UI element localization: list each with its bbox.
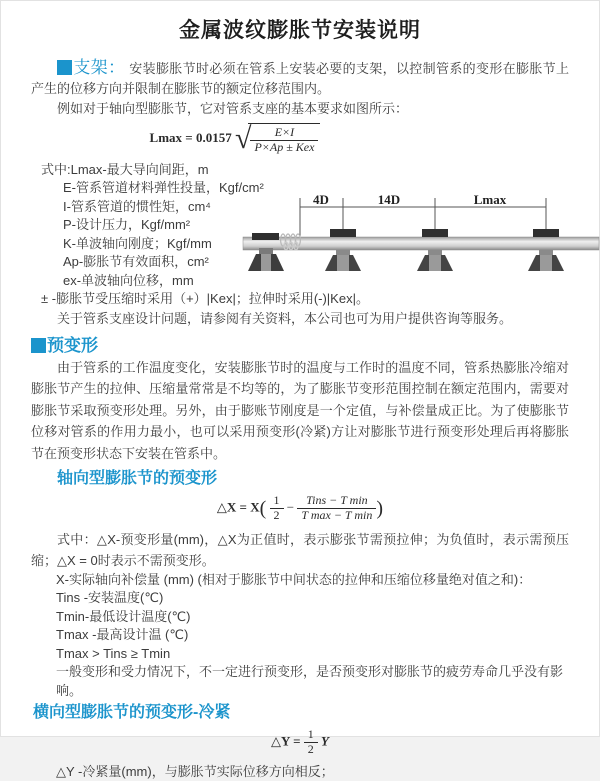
support-intro-text: 安装膨胀节时必须在管系上安装必要的支架，以控制管系的变形在膨胀节上产生的位移方向并限制在膨胀节的额定位移范围内。: [31, 61, 569, 96]
symbol-row: P-设计压力，Kgf/mm²: [63, 217, 191, 233]
open-paren: (: [259, 497, 267, 520]
minus-operator: −: [286, 499, 295, 515]
axial-explain-paragraph: 式中：△X-预变形量(mm)，△X为正值时，表示膨张节需预拉伸；为负值时，表示需预压缩；△X = 0时表示不需预变形。: [31, 531, 569, 568]
dim-label-lmax: Lmax: [473, 192, 507, 207]
definition-row: Tmin-最低设计温度(℃): [56, 608, 191, 624]
axial-definitions-list: [31, 571, 569, 701]
symbol-row: ex-单波轴向位移，mm: [63, 272, 194, 288]
definition-row: Tmax -最高设计温 (℃): [56, 627, 189, 643]
definition-row: Tins -安装温度(℃): [56, 590, 164, 606]
half-fraction: $\frac{1}{2}$: [270, 494, 284, 523]
support-section-heading: [57, 58, 125, 77]
formula-lmax-denominator: P×Ap ± Kex: [254, 139, 315, 154]
definition-row: 一般变形和受力情况下，不一定进行预变形，是否预变形对膨胀节的疲劳寿命几乎没有影响。: [56, 664, 564, 698]
page-title: 金属波纹膨胀节安装说明: [179, 19, 421, 42]
symbol-row: E-管系管道材料弹性投量，Kgf/cm²: [63, 180, 264, 196]
definition-row: X-实际轴向补偿量 (mm) (相对于膨胀节中间状态的拉伸和压缩位移量绝对值之和)：: [56, 571, 532, 587]
formula-dy-rhs: Y: [321, 733, 329, 749]
predeform-section-heading: [31, 335, 569, 357]
formula-dy-lhs: △Y =: [270, 733, 301, 749]
support-closing-note: 关于管系支座设计问题，请参阅有关资料，本公司也可为用户提供咨询等服务。: [57, 310, 513, 326]
blue-square-icon: [31, 338, 46, 353]
predeform-heading-label: 预变形: [47, 335, 98, 355]
support-intro-paragraph: [31, 58, 569, 99]
sqrt-radical: [235, 123, 320, 155]
axial-predeform-heading: 轴向型膨胀节的预变形: [57, 470, 218, 488]
formula-lmax-lhs: Lmax = 0.0157: [149, 129, 232, 145]
symbol-row: 式中:Lmax-最大导向间距，m: [41, 161, 209, 177]
formula-dx-lhs: △X = X: [216, 499, 260, 515]
predeform-paragraph: 由于管系的工作温度变化，安装膨胀节时的温度与工作时的温度不同，管系热膨胀冷缩对膨胀节产生的拉伸、压缩量常常是不均等的，为了膨胀节变形范围控制在额定范围内，需要对膨胀节采取预变形处理。另外，由于膨账节刚度是一个定值，与补偿量成正比。为了使膨胀节位移对管系的作用力最小，也可以采用预变形(冷紧)方让对膨胀节进行预变形处理后再将膨胀节在预变形状态下安装在管系中。: [31, 359, 569, 461]
half-fraction: $\frac{1}{2}$: [304, 728, 318, 757]
symbol-row: I-管系管道的惯性矩，cm⁴: [63, 198, 211, 214]
formula-lmax: [31, 123, 439, 155]
formula-delta-x: [31, 494, 569, 523]
support-example-line: 例如对于轴向型膨胀节，它对管系支座的基本要求如图所示：: [57, 101, 409, 116]
radical-glyph: √: [234, 121, 252, 155]
close-paren: ): [376, 497, 384, 520]
formula-delta-y: [31, 728, 569, 757]
anchor-support: [248, 233, 284, 271]
dim-label-4d: 4D: [313, 192, 329, 207]
temp-fraction: $\frac{\text{Tins − T min}}{\text{T max − T min}}$: [297, 494, 376, 523]
symbol-row: K-单波轴向刚度；Kgf/mm: [63, 235, 212, 251]
dim-label-14d: 14D: [377, 192, 401, 207]
definition-row: Tmax > Tins ≥ Tmin: [56, 645, 171, 661]
lateral-note: △Y -冷紧量(mm)，与膨胀节实际位移方向相反；: [56, 763, 334, 779]
support-heading-label: 支架：: [73, 58, 126, 77]
symbol-row: Ap-膨胀节有效面积，cm²: [63, 254, 209, 270]
pipe-support-diagram: [243, 193, 599, 289]
blue-square-icon: [57, 60, 72, 75]
plus-minus-note: ± -膨胀节受压缩时采用（+）|Kex|；拉伸时采用(-)|Kex|。: [41, 291, 369, 307]
lateral-predeform-heading: 横向型膨胀节的预变形-冷紧: [33, 704, 231, 722]
formula-lmax-numerator: E×I: [250, 126, 318, 141]
